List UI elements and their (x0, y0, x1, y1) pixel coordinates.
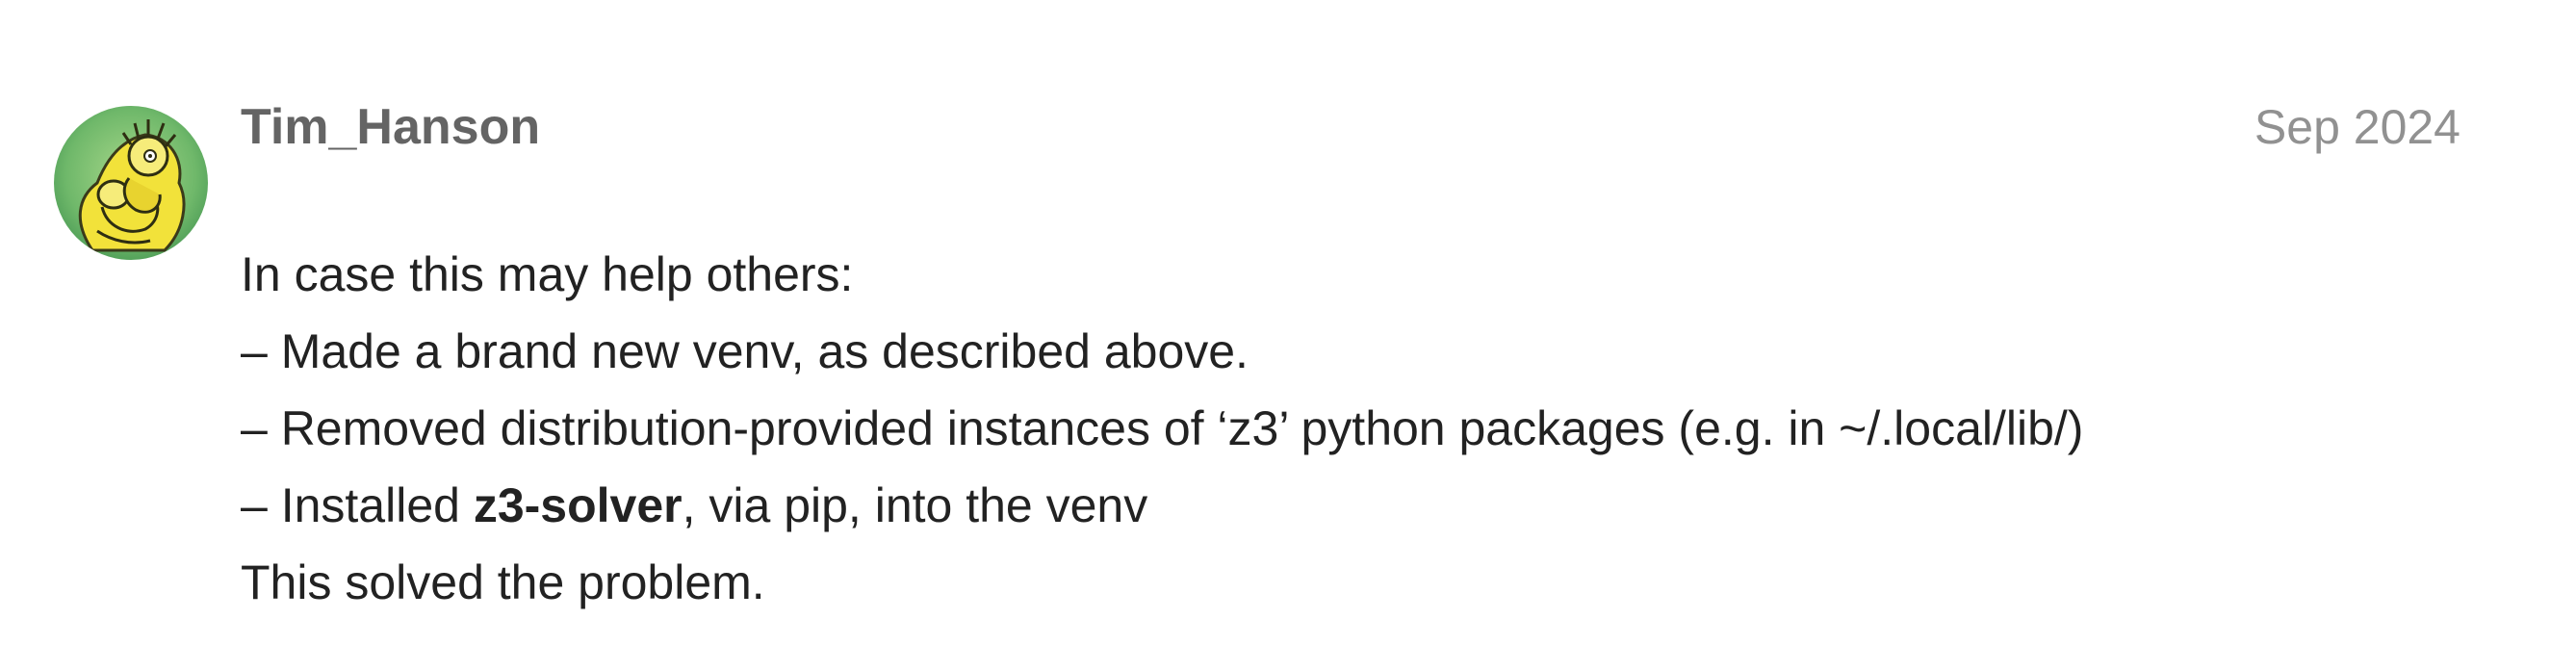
post-author-username[interactable]: Tim_Hanson (241, 99, 541, 155)
post-line: This solved the problem. (241, 555, 765, 609)
package-name-bold: z3-solver (473, 478, 683, 532)
post-body (241, 236, 2455, 621)
post-line-prefix: – Installed (241, 478, 474, 532)
post-line: – Made a brand new venv, as described above. (241, 324, 1249, 378)
post-line: In case this may help others: (241, 247, 854, 301)
post-line: – Removed distribution-provided instances of ‘z3’ python packages (e.g. in ~/.local/lib/) (241, 401, 2084, 455)
user-avatar-icon[interactable] (54, 106, 208, 260)
post-line-suffix: , via pip, into the venv (682, 478, 1148, 532)
post-date[interactable]: Sep 2024 (2254, 100, 2460, 154)
post-line (241, 467, 2455, 544)
